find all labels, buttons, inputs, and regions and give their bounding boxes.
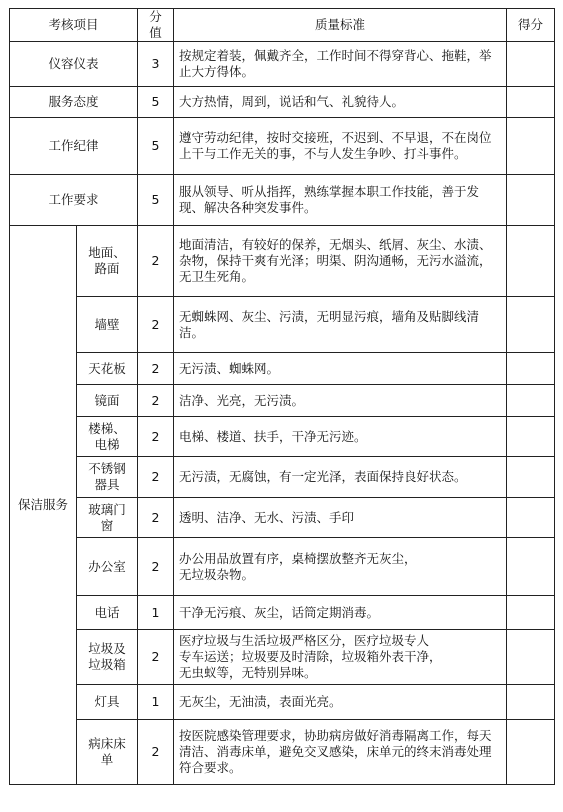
- cleaning-score: 2: [138, 353, 174, 385]
- cleaning-standard: 电梯、楼道、扶手，干净无污迹。: [174, 417, 507, 457]
- cleaning-score: 2: [138, 630, 174, 685]
- header-row: [10, 9, 555, 42]
- cleaning-obtained-cell[interactable]: [507, 385, 555, 417]
- row-item: 工作纪律: [10, 118, 138, 175]
- row-standard: 遵守劳动纪律，按时交接班，不迟到、不早退，不在岗位上干与工作无关的事，不与人发生争吵、打斗事件。: [174, 118, 507, 175]
- cleaning-row: [10, 417, 555, 457]
- row-obtained-cell[interactable]: [507, 87, 555, 118]
- cleaning-obtained-cell[interactable]: [507, 297, 555, 353]
- cleaning-row: [10, 685, 555, 720]
- cleaning-obtained-cell[interactable]: [507, 457, 555, 498]
- assessment-row: [10, 42, 555, 87]
- row-obtained-cell[interactable]: [507, 118, 555, 175]
- cleaning-row: [10, 720, 555, 785]
- row-score: 3: [138, 42, 174, 87]
- row-standard: 服从领导、听从指挥，熟练掌握本职工作技能，善于发现、解决各种突发事件。: [174, 175, 507, 226]
- cleaning-subitem: 地面、 路面: [77, 226, 138, 297]
- cleaning-obtained-cell[interactable]: [507, 630, 555, 685]
- cleaning-subitem: 办公室: [77, 538, 138, 596]
- header-obtained: 得分: [507, 9, 555, 42]
- cleaning-standard: 无灰尘，无油渍，表面光亮。: [174, 685, 507, 720]
- row-standard: 按规定着装，佩戴齐全，工作时间不得穿背心、拖鞋，举止大方得体。: [174, 42, 507, 87]
- header-standard: 质量标准: [174, 9, 507, 42]
- cleaning-row: [10, 596, 555, 630]
- cleaning-score: 2: [138, 498, 174, 538]
- cleaning-standard: 干净无污痕、灰尘，话筒定期消毒。: [174, 596, 507, 630]
- assessment-row: [10, 87, 555, 118]
- cleaning-subitem: 镜面: [77, 385, 138, 417]
- cleaning-row: [10, 457, 555, 498]
- cleaning-score: 2: [138, 226, 174, 297]
- cleaning-standard: 医疗垃圾与生活垃圾严格区分，医疗垃圾专人 专车运送；垃圾要及时清除，垃圾箱外表干净， 无虫蚁等，无特别异味。: [174, 630, 507, 685]
- cleaning-score: 1: [138, 596, 174, 630]
- cleaning-standard: 无污渍、蜘蛛网。: [174, 353, 507, 385]
- cleaning-row: [10, 538, 555, 596]
- cleaning-subitem: 病床床 单: [77, 720, 138, 785]
- cleaning-subitem: 电话: [77, 596, 138, 630]
- header-item: 考核项目: [10, 9, 138, 42]
- cleaning-obtained-cell[interactable]: [507, 720, 555, 785]
- cleaning-standard: 无污渍，无腐蚀，有一定光泽，表面保持良好状态。: [174, 457, 507, 498]
- assessment-table: [9, 8, 555, 785]
- cleaning-standard: 无蜘蛛网、灰尘、污渍，无明显污痕，墙角及贴脚线清洁。: [174, 297, 507, 353]
- assessment-row: [10, 118, 555, 175]
- cleaning-row: [10, 297, 555, 353]
- cleaning-subitem: 灯具: [77, 685, 138, 720]
- cleaning-score: 2: [138, 720, 174, 785]
- cleaning-obtained-cell[interactable]: [507, 353, 555, 385]
- row-item: 仪容仪表: [10, 42, 138, 87]
- cleaning-subitem: 天花板: [77, 353, 138, 385]
- cleaning-subitem: 楼梯、 电梯: [77, 417, 138, 457]
- row-obtained-cell[interactable]: [507, 42, 555, 87]
- cleaning-score: 2: [138, 457, 174, 498]
- cleaning-row: [10, 630, 555, 685]
- cleaning-score: 2: [138, 538, 174, 596]
- row-score: 5: [138, 87, 174, 118]
- cleaning-row: [10, 226, 555, 297]
- cleaning-obtained-cell[interactable]: [507, 417, 555, 457]
- cleaning-subitem: 垃圾及 垃圾箱: [77, 630, 138, 685]
- row-item: 工作要求: [10, 175, 138, 226]
- cleaning-subitem: 不锈钢 器具: [77, 457, 138, 498]
- cleaning-row: [10, 353, 555, 385]
- assessment-row: [10, 175, 555, 226]
- cleaning-score: 2: [138, 385, 174, 417]
- cleaning-obtained-cell[interactable]: [507, 498, 555, 538]
- header-score: 分 值: [138, 9, 174, 42]
- cleaning-score: 1: [138, 685, 174, 720]
- cleaning-standard: 洁净、光亮，无污渍。: [174, 385, 507, 417]
- row-standard: 大方热情，周到，说话和气、礼貌待人。: [174, 87, 507, 118]
- row-item: 服务态度: [10, 87, 138, 118]
- row-obtained-cell[interactable]: [507, 175, 555, 226]
- cleaning-category: 保洁服务: [10, 226, 77, 785]
- row-score: 5: [138, 175, 174, 226]
- cleaning-score: 2: [138, 297, 174, 353]
- cleaning-standard: 按医院感染管理要求，协助病房做好消毒隔离工作，每天清洁、消毒床单，避免交叉感染，床单元的终末消毒处理符合要求。: [174, 720, 507, 785]
- cleaning-obtained-cell[interactable]: [507, 685, 555, 720]
- cleaning-row: [10, 498, 555, 538]
- cleaning-standard: 地面清洁，有较好的保养，无烟头、纸屑、灰尘、水渍、杂物，保持干爽有光泽；明渠、阴沟通畅，无污水溢流，无卫生死角。: [174, 226, 507, 297]
- cleaning-standard: 办公用品放置有序，桌椅摆放整齐无灰尘， 无垃圾杂物。: [174, 538, 507, 596]
- cleaning-obtained-cell[interactable]: [507, 538, 555, 596]
- cleaning-obtained-cell[interactable]: [507, 226, 555, 297]
- cleaning-row: [10, 385, 555, 417]
- cleaning-subitem: 墙壁: [77, 297, 138, 353]
- cleaning-subitem: 玻璃门 窗: [77, 498, 138, 538]
- cleaning-standard: 透明、洁净、无水、污渍、手印: [174, 498, 507, 538]
- row-score: 5: [138, 118, 174, 175]
- cleaning-score: 2: [138, 417, 174, 457]
- cleaning-obtained-cell[interactable]: [507, 596, 555, 630]
